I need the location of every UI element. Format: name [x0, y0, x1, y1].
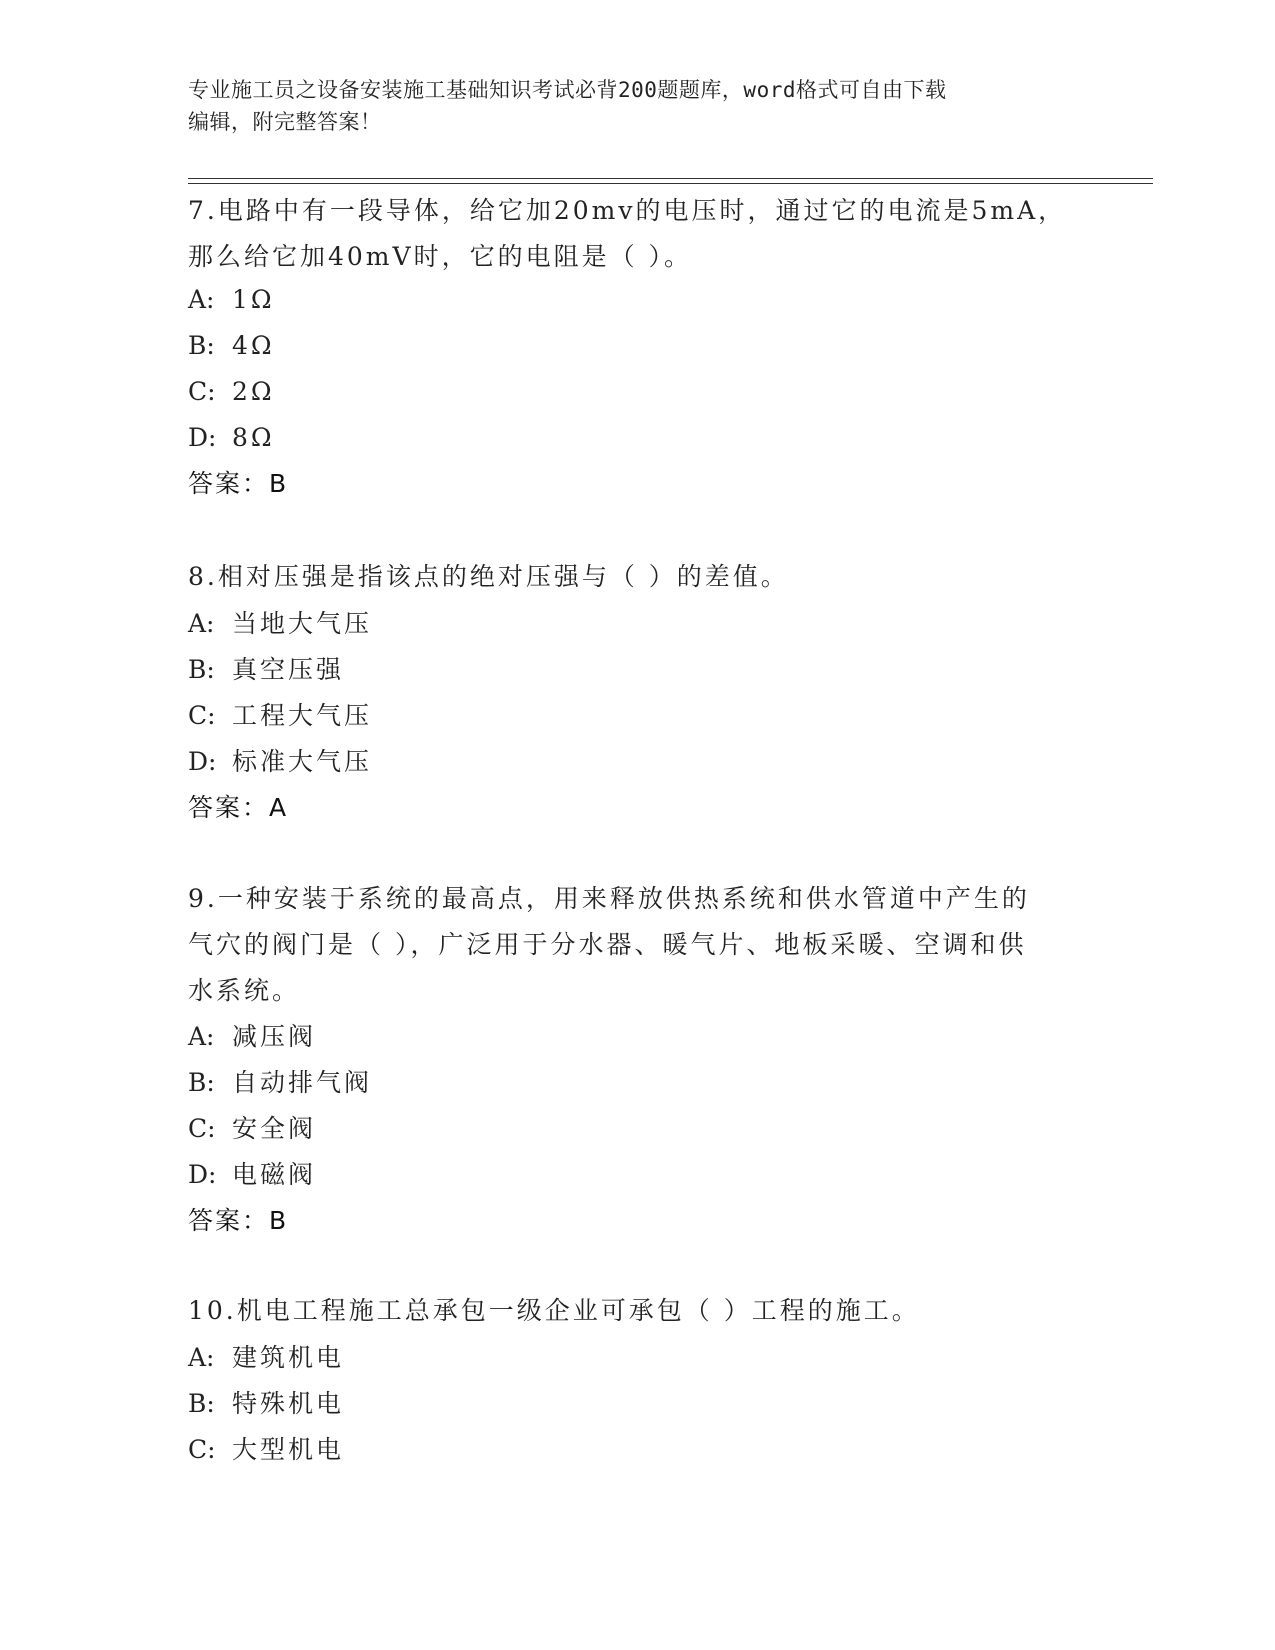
question-9-answer: 答案：B	[188, 1206, 289, 1235]
option-text: 2Ω	[232, 377, 275, 406]
option-label: D:	[188, 1160, 217, 1189]
document-header	[188, 74, 1068, 138]
option-text: 电磁阀	[232, 1160, 317, 1189]
question-line: 10.机电工程施工总承包一级企业可承包（ ）工程的施工。	[188, 1296, 920, 1325]
header-title-line-1: 专业施工员之设备安装施工基础知识考试必背200题题库，word格式可自由下载	[188, 78, 947, 102]
header-title-line-2: 编辑，附完整答案！	[188, 110, 382, 134]
question-9-option-a	[188, 1017, 316, 1057]
option-label: C:	[188, 377, 216, 406]
question-10-option-b	[188, 1384, 344, 1424]
option-text: 4Ω	[232, 331, 275, 360]
option-label: A:	[188, 285, 215, 314]
question-8-option-c	[188, 696, 372, 736]
question-line: 9.一种安装于系统的最高点，用来释放供热系统和供水管道中产生的	[188, 884, 1030, 913]
question-7-option-b	[188, 326, 275, 366]
option-text: 安全阀	[232, 1114, 317, 1143]
question-10-text	[188, 1288, 1088, 1334]
question-9-option-d	[188, 1155, 316, 1195]
question-8-answer: 答案：A	[188, 793, 289, 822]
option-text: 标准大气压	[232, 747, 373, 776]
question-7-answer: 答案：B	[188, 469, 289, 498]
header-divider-bottom	[188, 183, 1153, 184]
option-text: 8Ω	[232, 423, 275, 452]
question-10-option-a	[188, 1338, 344, 1378]
option-label: C:	[188, 1114, 216, 1143]
question-line: 水系统。	[188, 976, 301, 1005]
option-label: A:	[188, 1022, 215, 1051]
option-text: 真空压强	[232, 655, 345, 684]
question-8-option-b	[188, 650, 344, 690]
option-label: D:	[188, 423, 217, 452]
question-9-text	[188, 876, 1088, 1014]
option-text: 工程大气压	[232, 701, 373, 730]
option-text: 减压阀	[232, 1022, 317, 1051]
option-label: D:	[188, 747, 217, 776]
question-line: 气穴的阀门是（ ），广泛用于分水器、暖气片、地板采暖、空调和供	[188, 930, 1027, 959]
question-8-text	[188, 554, 1088, 600]
question-10-option-c	[188, 1430, 344, 1470]
option-text: 自动排气阀	[232, 1068, 373, 1097]
header-divider-top	[188, 178, 1153, 179]
option-text: 建筑机电	[232, 1343, 345, 1372]
option-text: 大型机电	[232, 1435, 345, 1464]
option-label: A:	[188, 609, 215, 638]
question-7-option-a	[188, 280, 275, 320]
question-9-option-b	[188, 1063, 372, 1103]
question-line: 7.电路中有一段导体，给它加20mv的电压时，通过它的电流是5mA，	[188, 196, 1067, 225]
question-7-option-c	[188, 372, 275, 412]
option-label: A:	[188, 1343, 215, 1372]
option-label: B:	[188, 331, 215, 360]
question-7-option-d	[188, 418, 275, 458]
option-label: B:	[188, 655, 215, 684]
question-8-option-a	[188, 604, 372, 644]
question-9-option-c	[188, 1109, 316, 1149]
option-text: 当地大气压	[232, 609, 373, 638]
option-text: 1Ω	[232, 285, 275, 314]
question-7-text	[188, 188, 1088, 280]
question-line: 那么给它加40mV时，它的电阻是（ ）。	[188, 242, 693, 271]
question-line: 8.相对压强是指该点的绝对压强与（ ）的差值。	[188, 562, 789, 591]
option-label: C:	[188, 701, 216, 730]
option-text: 特殊机电	[232, 1389, 345, 1418]
question-8-option-d	[188, 742, 372, 782]
option-label: B:	[188, 1389, 215, 1418]
option-label: B:	[188, 1068, 215, 1097]
option-label: C:	[188, 1435, 216, 1464]
